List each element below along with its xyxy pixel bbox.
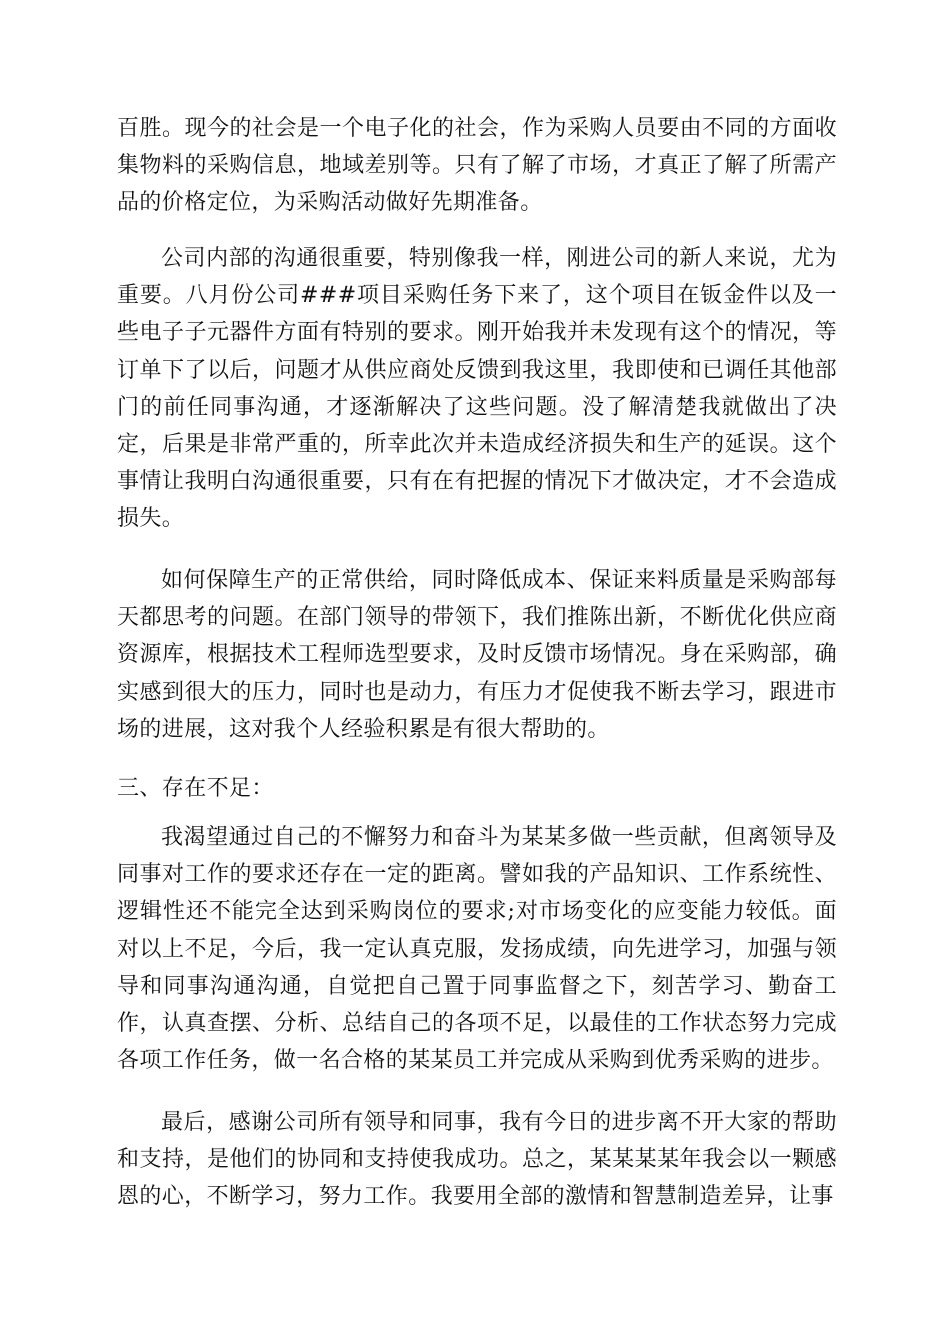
- paragraph-continuation: 百胜。现今的社会是一个电子化的社会，作为采购人员要由不同的方面收集物料的采购信息，地域差别等。只有了解了市场，才真正了解了所需产品的价格定位，为采购活动做好先期准备。: [117, 116, 837, 216]
- paragraph-procurement-pressure: 如何保障生产的正常供给，同时降低成本、保证来料质量是采购部每天都思考的问题。在部门领导的带领下，我们推陈出新，不断优化供应商资源库，根据技术工程师选型要求，及时反馈市场情况。身在采购部，确实感到很大的压力，同时也是动力，有压力才促使我不断去学习，跟进市场的进展，这对我个人经验积累是有很大帮助的。: [117, 568, 837, 742]
- paragraph-closing: 最后，感谢公司所有领导和同事，我有今日的进步离不开大家的帮助和支持，是他们的协同和支持使我成功。总之，某某某某年我会以一颗感恩的心，不断学习，努力工作。我要用全部的激情和智慧制造差异，让事: [117, 1110, 837, 1210]
- paragraph-shortcomings: 我渴望通过自己的不懈努力和奋斗为某某多做一些贡献，但离领导及同事对工作的要求还存在一定的距离。譬如我的产品知识、工作系统性、逻辑性还不能完全达到采购岗位的要求;对市场变化的应变能力较低。面对以上不足，今后，我一定认真克服，发扬成绩，向先进学习，加强与领导和同事沟通沟通，自觉把自己置于同事监督之下，刻苦学习、勤奋工作，认真查摆、分析、总结自己的各项不足，以最佳的工作状态努力完成各项工作任务，做一名合格的某某员工并完成从采购到优秀采购的进步。: [117, 825, 837, 1074]
- paragraph-internal-communication: 公司内部的沟通很重要，特别像我一样，刚进公司的新人来说，尤为重要。八月份公司###项目采购任务下来了，这个项目在钣金件以及一些电子子元器件方面有特别的要求。刚开始我并未发现有这个的情况，等订单下了以后，问题才从供应商处反馈到我这里，我即使和已调任其他部门的前任同事沟通，才逐渐解决了这些问题。没了解清楚我就做出了决定，后果是非常严重的，所幸此次并未造成经济损失和生产的延误。这个事情让我明白沟通很重要，只有在有把握的情况下才做决定，才不会造成损失。: [117, 246, 837, 532]
- section-heading-shortcomings: 三、存在不足：: [117, 776, 274, 801]
